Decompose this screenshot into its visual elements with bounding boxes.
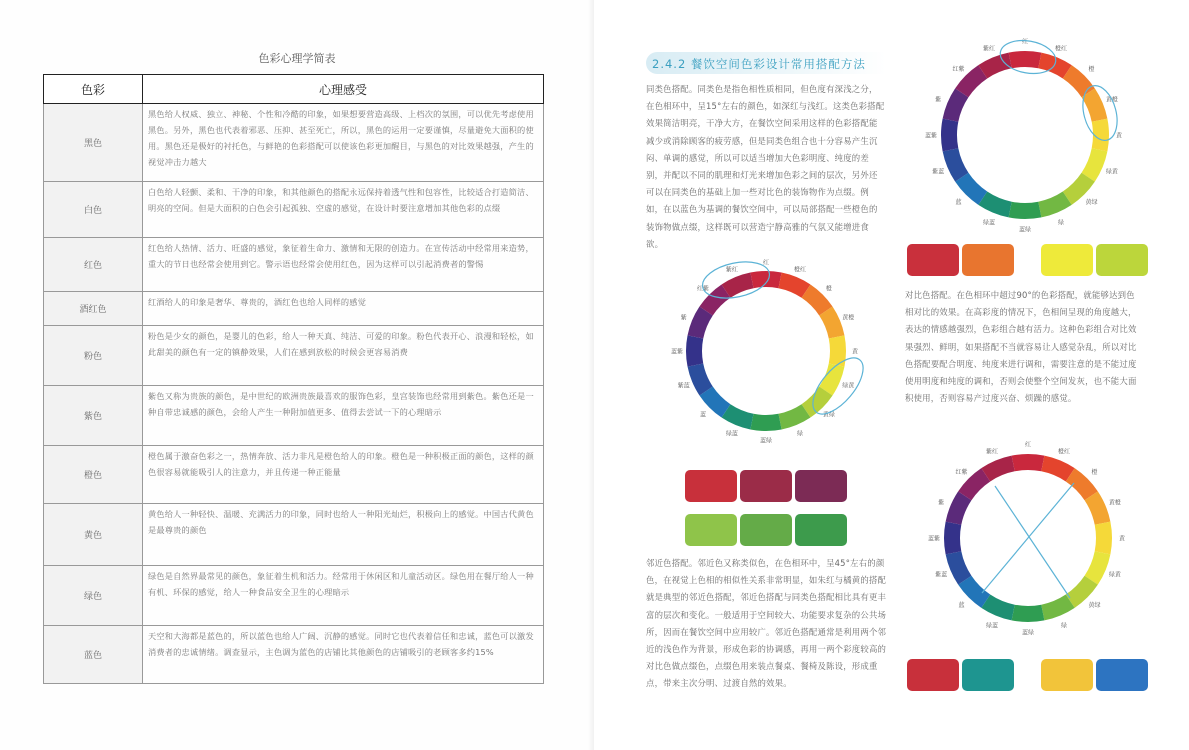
wheel-label: 绿蓝 <box>983 219 996 227</box>
color-name: 粉色 <box>44 326 143 386</box>
wheel-label: 黄橙 <box>1105 96 1118 104</box>
wheel-label: 蓝绿 <box>1018 226 1032 234</box>
swatch <box>795 470 847 502</box>
wheel-label: 蓝紫 <box>670 348 684 356</box>
wheel-label: 紫蓝 <box>677 382 690 390</box>
wheel-label: 紫蓝 <box>935 571 948 579</box>
wheel-label: 黄绿 <box>1088 601 1101 609</box>
wheel-label: 蓝紫 <box>927 535 941 543</box>
wheel-segment <box>686 335 703 366</box>
swatch <box>740 514 792 546</box>
wheel-label: 橙红 <box>794 266 807 274</box>
wheel-segment <box>1012 454 1045 471</box>
color-description: 橙色属于激奋色彩之一，热情奔放、活力非凡是橙色给人的印象。橙色是一种积极正面的颜色，这样的颜色很容易就能吸引人的注意力，并且传递一种正能量 <box>143 446 544 504</box>
swatch <box>1096 659 1148 691</box>
wheel-label: 绿 <box>1060 622 1067 630</box>
table-row <box>44 566 544 626</box>
wheel-label: 橙红 <box>1054 45 1067 53</box>
contrast-color-paragraph: 对比色搭配。在色相环中超过90°的色彩搭配，就能够达到色相对比的效果。在高彩度的情况下，色相间呈现的角度越大，表达的情感越强烈，色彩组合越有活力。这种色彩组合对比效果强烈、鲜明，如果搭配不当就容易让人感觉杂乱，所以对比色搭配要配合明度、纯度来进行调和，需要注意的是不能过度使用明度和纯度的调和，否则会使整个空间发灰，也不能大面积使用，否则容易产过度兴奋、烦躁的感觉。 <box>905 290 1137 404</box>
wheel-label: 黄橙 <box>842 314 855 322</box>
swatch <box>962 659 1014 691</box>
table-title: 色彩心理学简表 <box>258 52 336 65</box>
wheel-label: 蓝绿 <box>1021 629 1035 637</box>
wheel-label: 绿蓝 <box>725 430 738 438</box>
header-color: 色彩 <box>44 75 143 104</box>
table-row <box>44 386 544 446</box>
wheel-label: 红紫 <box>952 66 965 74</box>
swatch <box>962 244 1014 276</box>
color-description: 红酒给人的印象是奢华、尊贵的，酒红色也给人同样的感觉 <box>143 292 544 326</box>
color-name: 紫色 <box>44 386 143 446</box>
contrast-arrow <box>982 483 1074 593</box>
wheel-label: 绿黄 <box>1108 571 1121 579</box>
swatch <box>907 659 959 691</box>
color-description: 红色给人热情、活力、旺盛的感觉，象征着生命力、激情和无限的创造力。在宣传活动中经常用来造势，重大的节日也经常会使用到它。警示语也经常会使用红色，因为这样可以引起消费者的警惕 <box>143 238 544 292</box>
wheel-label: 红 <box>762 259 770 267</box>
color-name: 蓝色 <box>44 626 143 684</box>
contrast-arrow <box>995 486 1070 598</box>
wheel-label: 绿黄 <box>1105 168 1118 176</box>
wheel-label: 蓝 <box>955 198 962 206</box>
wheel-segment <box>941 119 958 152</box>
swatch <box>795 514 847 546</box>
table-row <box>44 504 544 566</box>
wheel-label: 蓝 <box>700 411 707 419</box>
wheel-label: 橙 <box>1088 66 1095 74</box>
swatch <box>685 514 737 546</box>
color-description: 白色给人轻颤、柔和、干净的印象，和其他颜色的搭配永远保持着透气性和包容性，比较适合打造简洁、明亮的空间。但是大面积的白色会引起孤独、空虚的感觉，在设计时要注意增加其他色彩的点缀 <box>143 182 544 238</box>
wheel-label: 黄绿 <box>822 411 835 419</box>
wheel-label: 紫红 <box>725 266 738 274</box>
section-title: 2.4.2 餐饮空间色彩设计常用搭配方法 <box>652 57 866 71</box>
table-row <box>44 292 544 326</box>
color-name: 白色 <box>44 182 143 238</box>
wheel-segment <box>750 414 781 431</box>
same-color-paragraph: 同类色搭配。同类色是指色相性质相同，但色度有深浅之分，在色相环中，呈15°左右的颜色，如深红与浅红。这类色彩搭配效果简洁明亮，干净大方，在餐饮空间采用这样的色彩搭配能减少或消除顾客的疲劳感，但是同类色组合也十分容易产生沉闷、单调的感觉，所以可以适当增加大色彩明度、纯度的差别，并配以不同的肌理和灯光来增加色彩之间的层次，另外还可以在同类色的基础上加一些对比色的装饰物作为点缀。例如，在以蓝色为基调的餐饮空间中，可以局部搭配一些橙色的装饰物做点缀，这样既可以营造宁静高雅的气氛又能增进食欲。 <box>646 84 885 249</box>
table-row <box>44 182 544 238</box>
color-description: 粉色是少女的颜色，是婴儿的色彩，给人一种天真、纯洁、可爱的印象。粉色代表开心、浪漫和轻松，如此甜美的颜色有一定的镇静效果，人们在感到放松的时候会更容易消费 <box>143 326 544 386</box>
wheel-label: 绿 <box>1057 219 1064 227</box>
wheel-label: 紫 <box>935 96 942 104</box>
color-description: 绿色是自然界最常见的颜色，象征着生机和活力。经常用于休闲区和儿童活动区。绿色用在餐厅给人一种有机、环保的感觉，给人一种食品安全卫生的心理暗示 <box>143 566 544 626</box>
color-wheel-contrast <box>920 438 1136 638</box>
header-feeling: 心理感受 <box>143 75 544 104</box>
color-wheel-same <box>920 35 1130 245</box>
swatch <box>1096 244 1148 276</box>
color-description: 天空和大海都是蓝色的，所以蓝色也给人广阔、沉静的感觉。同时它也代表着信任和忠诚，蓝色可以激发消费者的忠诚情绪。调查显示，主色调为蓝色的店铺比其他颜色的店铺吸引的老顾客多约15% <box>143 626 544 684</box>
swatch <box>740 470 792 502</box>
wheel-label: 红紫 <box>955 469 968 477</box>
swatch <box>1041 244 1093 276</box>
color-description: 黄色给人一种轻快、温暖、充满活力的印象，同时也给人一种阳光灿烂，积极向上的感觉。中国古代黄色是最尊贵的颜色 <box>143 504 544 566</box>
wheel-label: 红 <box>1024 441 1032 449</box>
adjacent-color-paragraph: 邻近色搭配。邻近色又称类似色，在色相环中，呈45°左右的颜色，在视觉上色相的相似性关系非常明显，如朱红与橘黄的搭配就是典型的邻近色搭配，邻近色搭配与同类色搭配相比具有更丰富的层次和变化。一般适用于空间较大、功能要求复杂的公共场所，因而在餐饮空间中应用较广。邻近色搭配通常是利用两个邻近的浅色作为背景，形成色彩的协调感，再用一两个彩度较高的对比色做点缀色，点缀色用来装点餐桌、餐椅及陈设，形成重点，带来主次分明、过渡自然的效果。 <box>646 558 887 689</box>
wheel-label: 紫红 <box>983 45 996 53</box>
table-row <box>44 238 544 292</box>
color-name: 黑色 <box>44 104 143 182</box>
wheel-label: 红 <box>1021 38 1029 46</box>
wheel-segment <box>829 335 846 366</box>
wheel-label: 黄橙 <box>1108 499 1121 507</box>
wheel-label: 蓝绿 <box>759 437 773 445</box>
swatch <box>907 244 959 276</box>
section-heading <box>646 52 886 74</box>
table-row <box>44 626 544 684</box>
color-name: 红色 <box>44 238 143 292</box>
wheel-segment <box>944 522 961 555</box>
color-wheel-adjacent <box>656 258 876 448</box>
wheel-label: 黄 <box>1118 535 1126 543</box>
wheel-segment <box>1009 51 1042 68</box>
color-name: 酒红色 <box>44 292 143 326</box>
wheel-segment <box>1095 522 1112 555</box>
wheel-segment <box>750 271 781 288</box>
wheel-label: 红紫 <box>697 285 710 293</box>
table-row <box>44 104 544 182</box>
wheel-label: 紫 <box>680 314 687 322</box>
wheel-segment <box>1009 202 1042 219</box>
wheel-label: 蓝 <box>958 601 965 609</box>
wheel-label: 紫蓝 <box>932 168 945 176</box>
wheel-label: 紫 <box>938 499 945 507</box>
wheel-label: 黄 <box>1115 132 1123 140</box>
wheel-label: 绿黄 <box>842 382 855 390</box>
wheel-label: 橙 <box>1091 469 1098 477</box>
color-name: 橙色 <box>44 446 143 504</box>
color-name: 黄色 <box>44 504 143 566</box>
wheel-segment <box>1012 605 1045 622</box>
swatch <box>685 470 737 502</box>
left-page <box>0 0 594 750</box>
swatch <box>1041 659 1093 691</box>
wheel-label: 橙 <box>825 285 832 293</box>
wheel-label: 黄 <box>851 348 859 356</box>
wheel-label: 蓝紫 <box>924 132 938 140</box>
wheel-label: 橙红 <box>1057 448 1070 456</box>
wheel-label: 紫红 <box>986 448 999 456</box>
color-description: 黑色给人权威、独立、神秘、个性和冷酷的印象，如果想要营造高级、上档次的氛围，可以优先考虑使用黑色。另外，黑色也代表着邪恶、压抑、甚至死亡，所以，黑色的运用一定要谨慎，尽量避免大面积的使用。黑色还是极好的衬托色，与鲜艳的色彩搭配可以使该色彩更加醒目，与黑色的对比效果越强，产生的视觉冲击力越大 <box>143 104 544 182</box>
color-psychology-table <box>43 74 544 684</box>
color-description: 紫色又称为贵族的颜色，是中世纪的欧洲贵族最喜欢的服饰色彩，皇宫装饰也经常用到紫色。紫色还是一种自带忠诚感的颜色，会给人产生一种附加值更多、值得去尝试一下的心理暗示 <box>143 386 544 446</box>
color-name: 绿色 <box>44 566 143 626</box>
table-row <box>44 446 544 504</box>
wheel-label: 绿 <box>797 430 804 438</box>
table-row <box>44 326 544 386</box>
wheel-label: 黄绿 <box>1085 198 1098 206</box>
wheel-label: 绿蓝 <box>986 622 999 630</box>
right-page <box>594 0 1189 750</box>
